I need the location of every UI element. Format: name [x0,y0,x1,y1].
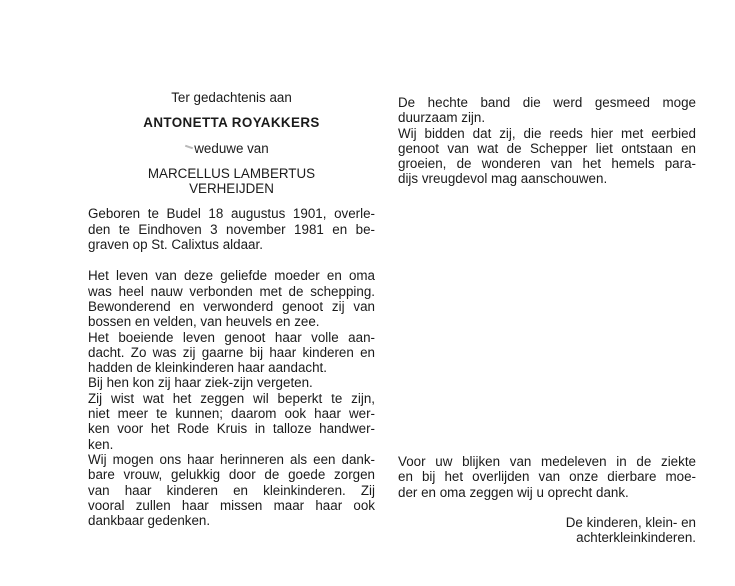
text-line: Het boeiende leven genoot haar volle aan- [88,329,375,345]
text-line: den te Eindhoven 3 november 1981 en be- [88,221,375,237]
text-line: der en oma zeggen wij u oprecht dank. [398,484,629,500]
text-line: vooral zullen haar missen maar haar ook [88,497,375,513]
text-line: Bewonderend en verwonderd genoot zij van [88,298,375,314]
text-line: Bij hen kon zij haar ziek-zijn vergeten. [88,375,313,391]
spouse-name-line2: VERHEIJDEN [189,181,274,197]
text-line: De hechte band die werd gesmeed moge [398,95,696,110]
right-column-top [398,95,696,187]
text-line: van haar kinderen en kleinkinderen. Zij [88,482,375,498]
text-line: Voor uw blijken van medeleven in de ziekte [398,454,696,469]
birth-death-paragraph [88,206,375,252]
thanks-paragraph [398,454,696,500]
signoff [500,515,696,546]
text-line: Zij wist wat het zeggen wil beperkt te zijn, [88,390,375,406]
text-line: bossen en velden, van heuvels en zee. [88,314,320,330]
spouse-name-line1: MARCELLUS LAMBERTUS [147,165,316,181]
left-column [88,90,375,528]
memorial-heading: Ter gedachtenis aan [171,90,292,105]
text-line: Geboren te Budel 18 augustus 1901, overle- [88,206,375,222]
deceased-name: ANTONETTA ROYAKKERS [143,115,320,131]
text-line: hadden de kleinkinderen haar aandacht. [88,360,327,376]
text-line: Het leven van deze geliefde moeder en oma [88,268,375,284]
text-line: graven op St. Calixtus aldaar. [88,237,263,253]
text-line: niet meer te kunnen; daarom ook haar wer- [88,406,375,422]
text-line: was heel nauw verbonden met de schepping. [88,283,375,299]
text-line: dankbaar gedenken. [88,513,211,529]
text-line: bare vrouw, gelukkig door de goede zorgen [88,467,375,483]
text-line: Wij bidden dat zij, die reeds hier met eerbied [398,125,696,141]
text-line: genoot van wat de Schepper liet ontstaan en [398,140,696,156]
text-line: dijs vreugdevol mag aanschouwen. [398,171,608,187]
life-paragraph [88,268,375,528]
text-line: ken. [88,436,114,452]
text-line: ken voor het Rode Kruis in talloze handwer- [88,421,375,437]
relation-text: weduwe van [194,140,269,156]
text-line: dacht. Zo was zij gaarne bij haar kinderen en [88,344,375,360]
signoff-line2: achterkleinkinderen. [576,530,696,546]
text-line: Wij mogen ons haar herinneren als een dank- [88,451,375,467]
text-line: duurzaam zijn. [398,110,486,126]
text-line: en bij het overlijden van onze dierbare moe- [398,469,696,485]
text-line: groeien, de wonderen van het hemels para- [398,156,696,172]
signoff-line1: De kinderen, klein- en [565,515,696,530]
